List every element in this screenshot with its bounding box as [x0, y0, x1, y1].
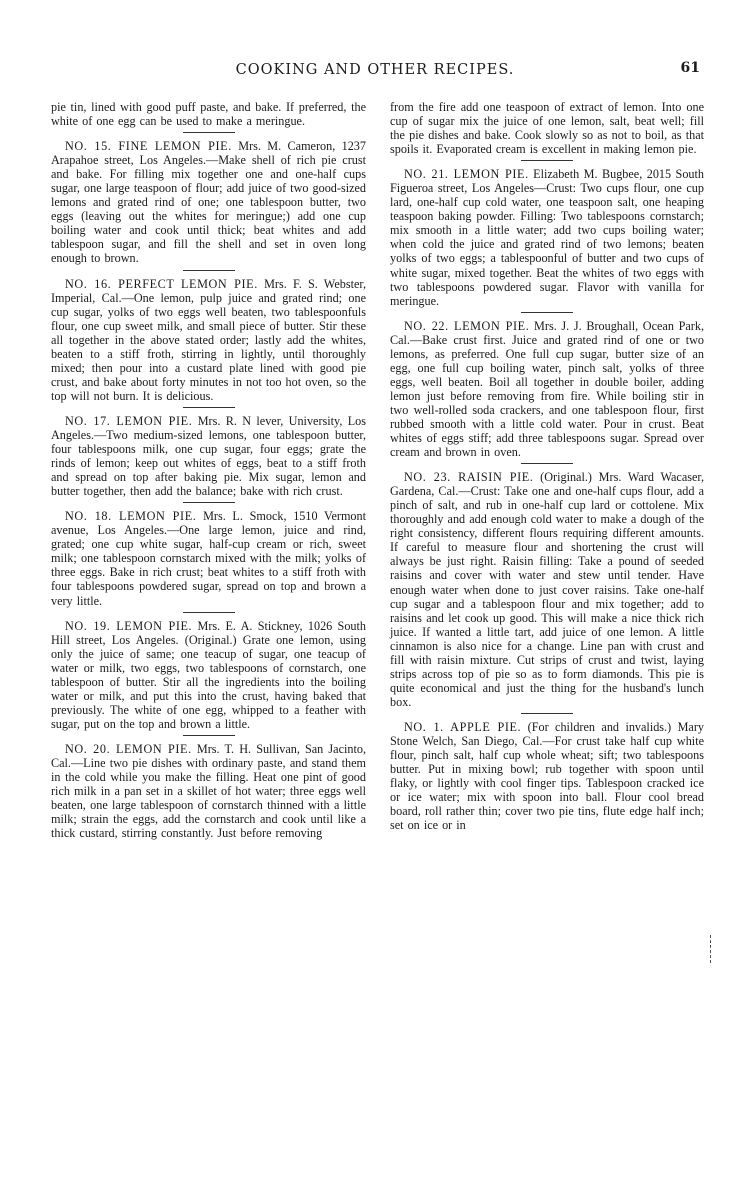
recipe-heading: NO. 23. RAISIN PIE. [404, 470, 534, 485]
recipe-heading: NO. 20. LEMON PIE. [65, 741, 192, 756]
divider [521, 312, 573, 313]
recipe-heading: NO. 19. LEMON PIE. [65, 618, 193, 633]
left-column [51, 100, 366, 844]
recipe-18: NO. 18. LEMON PIE. Mrs. L. Smock, 1510 Vermont avenue, Los Angeles.—One large lemon, juice and rind, grated; one cup white sugar, half-cup cream or rich, sweet milk; one tablespoon cornstarch mixed with the milk; yolks of three eggs. Bake in rich crust; beat whites to a stiff froth with four tablespoons powdered sugar, spread on top and brown a very little. [51, 509, 366, 608]
recipe-continuation: from the fire add one teaspoon of extract of lemon. Into one cup of sugar mix the juice of one lemon, salt, beat well; fill the pie dishes and bake. Cook slowly so as not to boil, as that spoils it. Evaporated cream is excellent in making lemon pie. [390, 100, 704, 157]
divider [183, 612, 235, 613]
recipe-heading: NO. 18. LEMON PIE. [65, 509, 197, 524]
recipe-heading: NO. 16. PERFECT LEMON PIE. [65, 276, 258, 291]
right-column [390, 100, 704, 836]
recipe-22: NO. 22. LEMON PIE. Mrs. J. J. Broughall, Ocean Park, Cal.—Bake crust first. Juice and grated rind of one or two lemons, as preferred. One full cup sugar, butter size of an egg, one full cup boiling water, pinch salt, yolks of three eggs, well beaten. Boil all together in double boiler, adding lemon just before removing from fire. While boiling stir in two well-rolled soda crackers, and one tablespoon flour, first rubbed smooth with a little cold water. Pour in crust. Beat whites of eggs stiff; add three tablespoons sugar. Spread over cream and brown in oven. [390, 318, 704, 460]
divider [183, 735, 235, 736]
page-number: 61 [680, 60, 700, 76]
recipe-21: NO. 21. LEMON PIE. Elizabeth M. Bugbee, 2015 South Figueroa street, Los Angeles—Crust: Two cups flour, one cup lard, one-half cup cold water, one teaspoon salt, one heaping teaspoon baking powder. Filling: Two tablespoons cornstarch; mix smooth in a little water; add two cups boiling water; when cold the juice and grated rind of two lemons; beaten yolks of two eggs; a tablespoonful of butter and two cups of white sugar, mixed together. Beat the whites of two eggs with two tablespoons powdered sugar. Flavor with vanilla for meringue. [390, 167, 705, 308]
recipe-15: NO. 15. FINE LEMON PIE. Mrs. M. Cameron, 1237 Arapahoe street, Los Angeles.—Make shell of rich pie crust and bake. For filling mix together one and one-half cups sugar, one large teaspoon of flour; add juice of two good-sized lemons and grated rind of one; one tablespoon butter, two eggs (leaving out the whites for meringue;) add one cup boiling water and cook until thick; beat whites and add tablespoon sugar, and fill the shell and set in oven long enough to brown. [51, 139, 366, 266]
recipe-20: NO. 20. LEMON PIE. Mrs. T. H. Sullivan, San Jacinto, Cal.—Line two pie dishes with ordinary paste, and stand them in the cold while you make the filling. Heat one pint of good rich milk in a pan set in a skillet of hot water; three eggs well beaten, one large tablespoon of cornstarch thinned with a little milk; strain the eggs, add the cornstarch and cook until like a thick custard, stirring constantly. Just before removing [51, 741, 366, 841]
divider [521, 463, 573, 464]
recipe-19: NO. 19. LEMON PIE. Mrs. E. A. Stickney, 1026 South Hill street, Los Angeles. (Original.) Grate one lemon, using only the juice of same; one teacup of sugar, one teacup of water or milk, two eggs, two tablespoons of cornstarch, one tablespoon of butter. Stir all the ingredients into the boiling water or milk, and put this into the crust, having baked that previously. The white of one egg, whipped to a feather with sugar, put on the top and brown a little. [51, 618, 366, 731]
recipe-heading: NO. 22. LEMON PIE. [404, 318, 530, 333]
recipe-heading: NO. 15. FINE LEMON PIE. [65, 139, 232, 154]
running-header: COOKING AND OTHER RECIPES. [235, 62, 515, 78]
recipe-continuation: pie tin, lined with good puff paste, and bake. If preferred, the white of one egg can be used to make a meringue. [51, 100, 366, 129]
recipe-heading: NO. 21. LEMON PIE. [404, 167, 529, 182]
recipe-17: NO. 17. LEMON PIE. Mrs. R. N lever, University, Los Angeles.—Two medium-sized lemons, one tablespoon butter, four tablespoons milk, one cup sugar, four eggs; grate the rinds of lemon; keep out whites of eggs, beat to a stiff froth and spread on top after baking pie. Mix sugar, lemon and butter together, then add the balance; bake with rich crust. [51, 413, 366, 499]
recipe-1-apple: NO. 1. APPLE PIE. (For children and invalids.) Mary Stone Welch, San Diego, Cal.—For crust take half cup white flour, pinch salt, half cup whole wheat; sift; two tablespoons butter. Put in mixing bowl; rub together with spoon until flaky, or lightly with cool finger tips. Tablespoon cracked ice or ice water; mix with spoon into ball. Flour cool bread board, roll rather thin; cover two pie tins, flute edge half inch; set on ice or in [390, 719, 704, 833]
margin-mark [710, 935, 711, 963]
recipe-heading: NO. 1. APPLE PIE. [404, 719, 522, 734]
divider [183, 132, 235, 133]
recipe-heading: NO. 17. LEMON PIE. [65, 413, 193, 428]
divider [183, 407, 235, 408]
divider [183, 270, 235, 271]
recipe-23: NO. 23. RAISIN PIE. (Original.) Mrs. Ward Wacaser, Gardena, Cal.—Crust: Take one and one-half cups flour, add a pinch of salt, and rub in one-half cup lard or cottolene. Mix thoroughly and add enough cold water to make a dough of the right consistency, different flours requiring different amounts. If careful to measure flour and shortening the crust will always be just right. Raisin filling: Take a pound of seeded raisins and cover with water and stew until tender. Have enough water when done to just cover raisins. Take one-half cup sugar and a tablespoon flour and mix together; add to raisins and let cook up good. This will make a nice thick rich juice. If wanted a little tart, add juice of one lemon. A little cinnamon is also nice for a change. Line pan with crust and fill with raisin mixture. Cut strips of crust and twist, laying strips across top of pie so as to form diamonds. This pie is quite economical and just the thing for the husband's lunch box. [390, 470, 704, 709]
divider [521, 160, 573, 161]
divider [521, 713, 573, 714]
recipe-16: NO. 16. PERFECT LEMON PIE. Mrs. F. S. Webster, Imperial, Cal.—One lemon, pulp juice and grated rind; one cup sugar, yolks of two eggs well beaten, two tablespoonfuls flour, one cup sweet milk, and small piece of butter. Stir these all together in the above stated order; lastly add the whites, beaten to a stiff froth, stirring in lightly, until thoroughly mixed; then pour into a custard plate lined with good pie crust, and bake about forty minutes in not too hot oven, so the top will not burn. It is delicious. [51, 276, 366, 403]
divider [183, 502, 235, 503]
